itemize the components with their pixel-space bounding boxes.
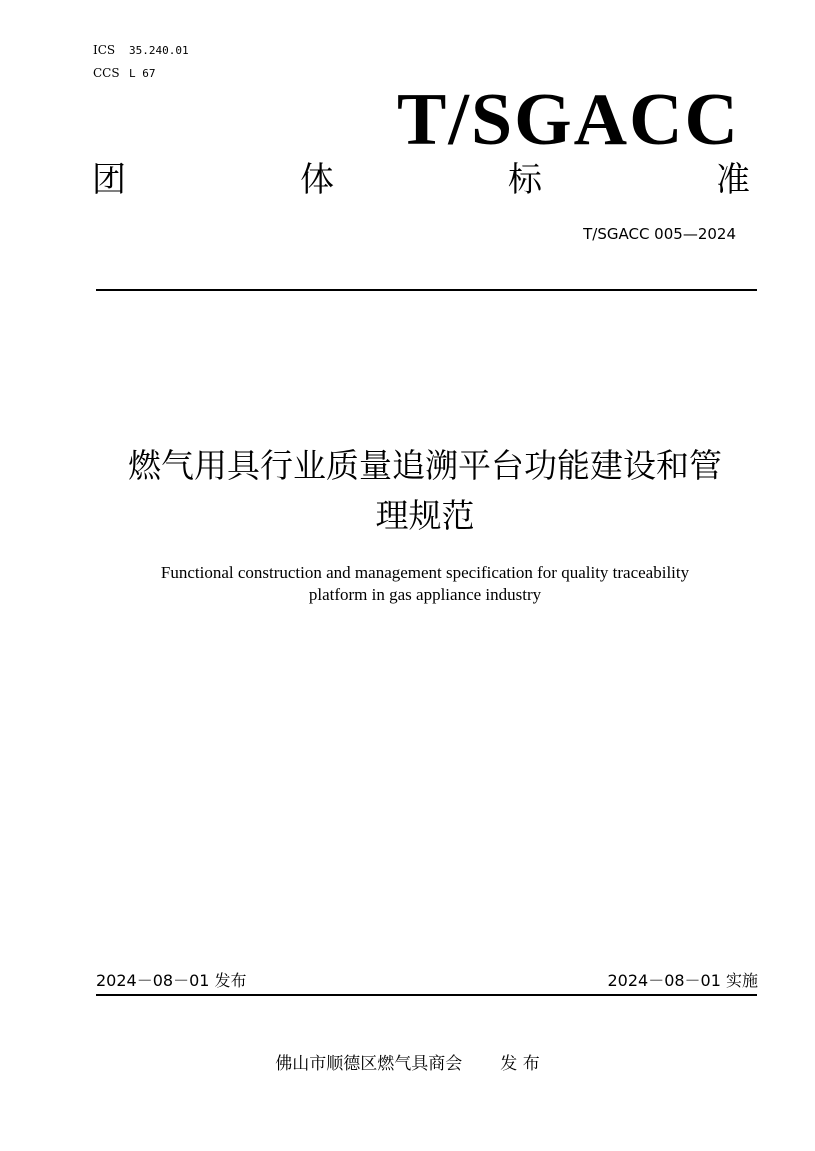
english-title-line-2: platform in gas appliance industry (308, 585, 542, 604)
standard-mark: T/SGACC (397, 79, 740, 161)
chinese-title (90, 441, 760, 541)
ccs-label: CCS (93, 66, 120, 80)
issue-date: 2024－08－01 发布 (96, 971, 247, 990)
standard-type-char-3: 标 (508, 160, 542, 200)
standard-type (92, 158, 750, 202)
top-divider (96, 289, 757, 291)
standard-type-char-1: 团 (92, 160, 126, 200)
ccs-code: L 67 (129, 67, 156, 80)
publisher (150, 1052, 665, 1076)
standard-type-char-2: 体 (300, 160, 334, 200)
english-title (100, 562, 750, 606)
bottom-divider (96, 994, 757, 996)
standard-number: T/SGACC 005—2024 (583, 225, 736, 243)
ics-row (93, 39, 189, 62)
ics-code: 35.240.01 (129, 44, 189, 57)
chinese-title-line-2: 理规范 (375, 496, 475, 535)
publisher-action: 发 布 (500, 1054, 540, 1074)
standard-type-char-4: 准 (716, 160, 750, 200)
ics-label: ICS (93, 43, 116, 57)
english-title-line-1: Functional construction and management specification for quality traceability (160, 563, 690, 582)
chinese-title-line-1: 燃气用具行业质量追溯平台功能建设和管 (128, 446, 722, 485)
publisher-name: 佛山市顺德区燃气具商会 (275, 1054, 463, 1074)
implementation-date: 2024－08－01 实施 (607, 971, 758, 990)
classification-codes (93, 39, 189, 85)
ccs-row (93, 62, 189, 85)
